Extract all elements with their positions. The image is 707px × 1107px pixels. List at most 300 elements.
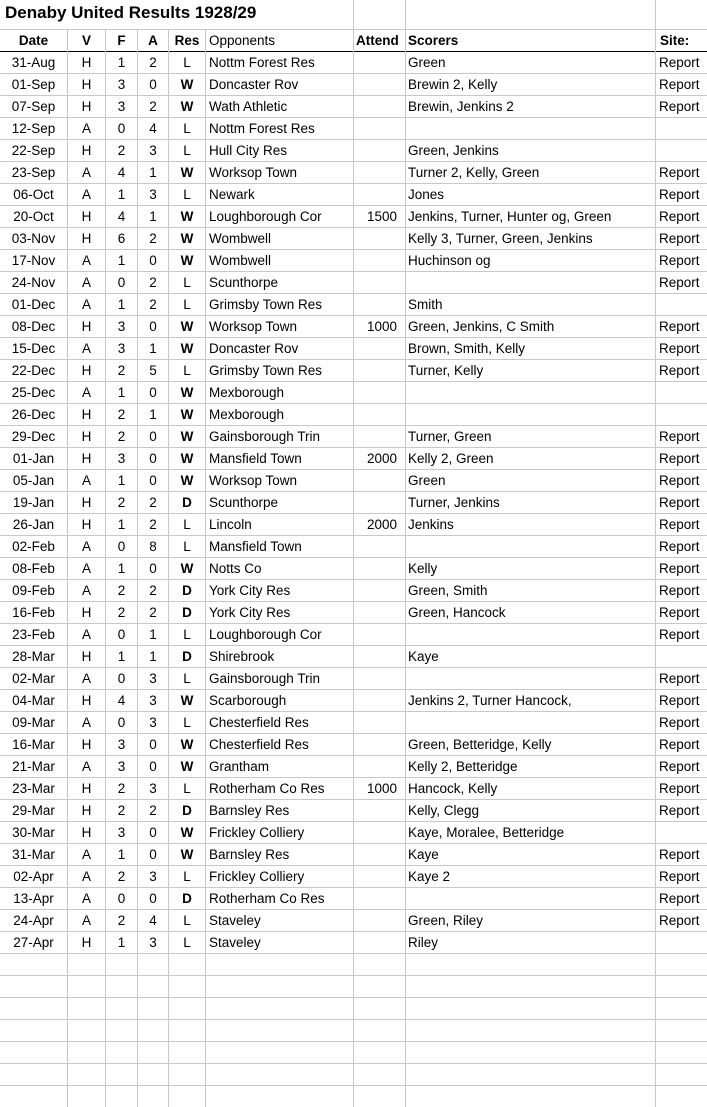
cell-for: 3 <box>117 451 126 466</box>
cell-site: Report <box>659 583 700 598</box>
cell-against: 1 <box>149 649 157 664</box>
cell-site: Report <box>659 561 700 576</box>
header-scorers: Scorers <box>408 33 459 48</box>
cell-venue: A <box>81 275 91 290</box>
cell-venue: A <box>81 165 91 180</box>
cell-against: 2 <box>149 297 157 312</box>
cell-date: 23-Feb <box>12 627 55 642</box>
cell-scorers <box>408 404 654 426</box>
cell-result: L <box>183 187 191 202</box>
cell-scorers: Huchinson og <box>408 253 491 268</box>
cell-site: Report <box>659 781 700 796</box>
cell-date: 21-Mar <box>12 759 55 774</box>
cell-against: 5 <box>149 363 157 378</box>
cell-site: Report <box>659 539 700 554</box>
cell-venue: H <box>81 825 92 840</box>
cell-date: 24-Apr <box>13 913 54 928</box>
cell-scorers: Kelly 2, Betteridge <box>408 759 518 774</box>
cell-scorers: Smith <box>408 297 443 312</box>
cell-date: 13-Apr <box>13 891 54 906</box>
cell-site: Report <box>659 671 700 686</box>
cell-opponent: Scarborough <box>209 693 287 708</box>
cell-result: W <box>180 319 194 334</box>
cell-attendance <box>355 734 397 756</box>
cell-venue: A <box>81 891 91 906</box>
cell-opponent: Gainsborough Trin <box>209 671 321 686</box>
cell-result: D <box>182 891 192 906</box>
cell-result: W <box>180 209 194 224</box>
cell-for: 2 <box>117 605 126 620</box>
cell-date: 09-Feb <box>12 583 55 598</box>
cell-date: 16-Mar <box>12 737 55 752</box>
cell-result: W <box>180 253 194 268</box>
cell-against: 3 <box>149 869 157 884</box>
cell-result: W <box>180 385 194 400</box>
cell-site: Report <box>659 605 700 620</box>
column-divider <box>105 29 106 1107</box>
cell-venue: A <box>81 913 91 928</box>
cell-attendance <box>355 96 397 118</box>
cell-scorers: Green, Smith <box>408 583 488 598</box>
cell-against: 0 <box>149 77 157 92</box>
cell-date: 20-Oct <box>13 209 54 224</box>
cell-result: L <box>183 363 191 378</box>
cell-venue: H <box>81 781 92 796</box>
cell-venue: H <box>81 429 92 444</box>
cell-against: 1 <box>149 341 157 356</box>
cell-against: 3 <box>149 715 157 730</box>
cell-result: L <box>183 913 191 928</box>
cell-attendance <box>355 184 397 206</box>
cell-against: 0 <box>149 825 157 840</box>
cell-attendance <box>355 602 397 624</box>
cell-date: 29-Mar <box>12 803 55 818</box>
cell-opponent: Scunthorpe <box>209 275 279 290</box>
cell-against: 3 <box>149 187 157 202</box>
cell-for: 4 <box>117 165 126 180</box>
cell-venue: A <box>81 187 91 202</box>
column-divider <box>405 29 406 1107</box>
cell-result: L <box>183 297 191 312</box>
cell-result: W <box>180 473 194 488</box>
cell-result: W <box>180 693 194 708</box>
cell-against: 1 <box>149 407 157 422</box>
cell-against: 0 <box>149 319 157 334</box>
cell-site <box>659 140 706 162</box>
cell-opponent: Chesterfield Res <box>209 715 309 730</box>
cell-date: 29-Dec <box>11 429 56 444</box>
cell-for: 1 <box>117 297 126 312</box>
cell-opponent: Worksop Town <box>209 473 298 488</box>
cell-opponent: Loughborough Cor <box>209 209 322 224</box>
cell-opponent: York City Res <box>209 583 291 598</box>
cell-opponent: Doncaster Rov <box>209 77 299 92</box>
cell-result: L <box>183 627 191 642</box>
cell-site: Report <box>659 451 700 466</box>
cell-venue: A <box>81 869 91 884</box>
cell-venue: H <box>81 77 92 92</box>
cell-result: D <box>182 605 192 620</box>
cell-attendance <box>355 404 397 426</box>
cell-attendance <box>355 360 397 382</box>
cell-for: 2 <box>117 143 126 158</box>
cell-attendance <box>355 712 397 734</box>
cell-attendance <box>355 162 397 184</box>
cell-site: Report <box>659 363 700 378</box>
cell-for: 1 <box>117 847 126 862</box>
cell-site: Report <box>659 275 700 290</box>
cell-date: 26-Jan <box>12 517 55 532</box>
cell-opponent: Lincoln <box>209 517 252 532</box>
cell-site: Report <box>659 495 700 510</box>
cell-date: 23-Mar <box>12 781 55 796</box>
cell-result: W <box>180 737 194 752</box>
cell-attendance <box>355 844 397 866</box>
cell-scorers: Turner, Jenkins <box>408 495 500 510</box>
cell-for: 2 <box>117 363 126 378</box>
cell-date: 31-Mar <box>12 847 55 862</box>
cell-scorers: Jenkins 2, Turner Hancock, <box>408 693 572 708</box>
cell-site: Report <box>659 517 700 532</box>
cell-attendance: 2000 <box>366 517 397 532</box>
cell-result: W <box>180 77 194 92</box>
cell-for: 1 <box>117 517 126 532</box>
cell-date: 25-Dec <box>11 385 56 400</box>
cell-venue: A <box>81 539 91 554</box>
cell-against: 2 <box>149 55 157 70</box>
cell-for: 4 <box>117 693 126 708</box>
cell-scorers <box>408 382 654 404</box>
cell-result: W <box>180 561 194 576</box>
cell-date: 08-Dec <box>11 319 56 334</box>
cell-scorers: Turner, Kelly <box>408 363 484 378</box>
cell-date: 16-Feb <box>12 605 55 620</box>
cell-for: 3 <box>117 341 126 356</box>
cell-date: 17-Nov <box>11 253 56 268</box>
cell-for: 2 <box>117 803 126 818</box>
cell-venue: H <box>81 55 92 70</box>
cell-date: 06-Oct <box>13 187 54 202</box>
cell-result: W <box>180 429 194 444</box>
column-divider <box>405 0 406 29</box>
cell-scorers: Jones <box>408 187 445 202</box>
cell-site: Report <box>659 803 700 818</box>
cell-result: L <box>183 935 191 950</box>
cell-against: 3 <box>149 143 157 158</box>
cell-attendance <box>355 888 397 910</box>
cell-scorers: Green <box>408 473 446 488</box>
cell-scorers: Kelly 2, Green <box>408 451 494 466</box>
column-divider <box>137 29 138 1107</box>
cell-for: 0 <box>117 121 126 136</box>
cell-against: 3 <box>149 671 157 686</box>
cell-scorers: Jenkins, Turner, Hunter og, Green <box>408 209 612 224</box>
cell-venue: A <box>81 671 91 686</box>
cell-venue: H <box>81 517 92 532</box>
cell-opponent: Rotherham Co Res <box>209 781 325 796</box>
cell-scorers: Green, Hancock <box>408 605 506 620</box>
cell-site: Report <box>659 759 700 774</box>
cell-site: Report <box>659 231 700 246</box>
cell-against: 0 <box>149 253 157 268</box>
cell-scorers: Jenkins <box>408 517 454 532</box>
header-opponents: Opponents <box>209 33 276 48</box>
cell-scorers <box>408 668 654 690</box>
cell-opponent: Worksop Town <box>209 165 298 180</box>
cell-attendance <box>355 294 397 316</box>
cell-attendance <box>355 690 397 712</box>
cell-scorers: Green, Riley <box>408 913 484 928</box>
header-date: Date <box>18 33 49 48</box>
cell-for: 3 <box>117 99 126 114</box>
cell-attendance <box>355 866 397 888</box>
cell-against: 0 <box>149 451 157 466</box>
cell-date: 24-Nov <box>11 275 56 290</box>
cell-date: 22-Sep <box>11 143 56 158</box>
cell-result: W <box>180 825 194 840</box>
cell-scorers: Riley <box>408 935 439 950</box>
cell-date: 01-Dec <box>11 297 56 312</box>
cell-against: 1 <box>149 627 157 642</box>
cell-venue: A <box>81 583 91 598</box>
cell-against: 0 <box>149 429 157 444</box>
cell-venue: H <box>81 737 92 752</box>
cell-result: W <box>180 451 194 466</box>
cell-opponent: Mansfield Town <box>209 539 302 554</box>
cell-venue: H <box>81 209 92 224</box>
cell-site <box>659 646 706 668</box>
cell-attendance <box>355 800 397 822</box>
cell-result: D <box>182 803 192 818</box>
cell-result: W <box>180 759 194 774</box>
cell-for: 1 <box>117 55 126 70</box>
cell-result: L <box>183 715 191 730</box>
cell-opponent: Scunthorpe <box>209 495 279 510</box>
cell-for: 1 <box>117 561 126 576</box>
cell-opponent: Nottm Forest Res <box>209 55 315 70</box>
cell-scorers: Green, Jenkins <box>408 143 499 158</box>
cell-opponent: Loughborough Cor <box>209 627 322 642</box>
cell-venue: A <box>81 297 91 312</box>
cell-scorers <box>408 272 654 294</box>
cell-opponent: Mexborough <box>209 407 285 422</box>
cell-for: 1 <box>117 649 126 664</box>
column-divider <box>168 29 169 1107</box>
cell-scorers: Turner, Green <box>408 429 492 444</box>
cell-result: W <box>180 847 194 862</box>
cell-opponent: Wath Athletic <box>209 99 288 114</box>
cell-result: L <box>183 275 191 290</box>
cell-site <box>659 932 706 954</box>
cell-for: 4 <box>117 209 126 224</box>
cell-date: 01-Jan <box>12 451 55 466</box>
cell-against: 0 <box>149 473 157 488</box>
cell-attendance <box>355 932 397 954</box>
cell-against: 2 <box>149 605 157 620</box>
cell-site: Report <box>659 319 700 334</box>
cell-site <box>659 822 706 844</box>
cell-date: 05-Jan <box>12 473 55 488</box>
cell-date: 03-Nov <box>11 231 56 246</box>
cell-attendance <box>355 536 397 558</box>
cell-opponent: Mexborough <box>209 385 285 400</box>
cell-date: 12-Sep <box>11 121 56 136</box>
header-attendance: Attend <box>356 33 399 48</box>
cell-for: 0 <box>117 539 126 554</box>
cell-site: Report <box>659 341 700 356</box>
cell-date: 08-Feb <box>12 561 55 576</box>
cell-site <box>659 294 706 316</box>
cell-opponent: Notts Co <box>209 561 262 576</box>
cell-date: 15-Dec <box>11 341 56 356</box>
cell-attendance: 1500 <box>366 209 397 224</box>
cell-date: 28-Mar <box>12 649 55 664</box>
cell-venue: A <box>81 715 91 730</box>
cell-scorers: Kaye 2 <box>408 869 451 884</box>
cell-against: 2 <box>149 583 157 598</box>
cell-venue: A <box>81 847 91 862</box>
cell-result: W <box>180 165 194 180</box>
cell-opponent: Grantham <box>209 759 270 774</box>
cell-result: W <box>180 407 194 422</box>
cell-scorers <box>408 118 654 140</box>
cell-venue: H <box>81 803 92 818</box>
cell-venue: A <box>81 759 91 774</box>
cell-site: Report <box>659 77 700 92</box>
header-venue: V <box>81 33 91 48</box>
cell-against: 8 <box>149 539 157 554</box>
cell-against: 4 <box>149 121 157 136</box>
cell-for: 2 <box>117 781 126 796</box>
cell-attendance <box>355 492 397 514</box>
cell-opponent: Doncaster Rov <box>209 341 299 356</box>
cell-date: 07-Sep <box>11 99 56 114</box>
cell-result: D <box>182 583 192 598</box>
cell-attendance <box>355 558 397 580</box>
cell-for: 3 <box>117 319 126 334</box>
cell-for: 2 <box>117 869 126 884</box>
cell-date: 22-Dec <box>11 363 56 378</box>
cell-site <box>659 404 706 426</box>
cell-result: D <box>182 495 192 510</box>
cell-for: 1 <box>117 385 126 400</box>
cell-attendance <box>355 756 397 778</box>
cell-against: 3 <box>149 781 157 796</box>
cell-site: Report <box>659 737 700 752</box>
column-divider <box>353 29 354 1107</box>
cell-attendance <box>355 668 397 690</box>
cell-scorers: Green <box>408 55 446 70</box>
cell-venue: A <box>81 473 91 488</box>
cell-site: Report <box>659 627 700 642</box>
cell-attendance <box>355 140 397 162</box>
cell-result: L <box>183 55 191 70</box>
cell-result: W <box>180 341 194 356</box>
cell-for: 3 <box>117 759 126 774</box>
cell-site: Report <box>659 847 700 862</box>
cell-venue: H <box>81 649 92 664</box>
cell-scorers: Hancock, Kelly <box>408 781 498 796</box>
cell-opponent: Grimsby Town Res <box>209 363 323 378</box>
column-divider <box>205 29 206 1107</box>
cell-against: 1 <box>149 209 157 224</box>
cell-attendance: 1000 <box>366 781 397 796</box>
cell-venue: H <box>81 605 92 620</box>
cell-date: 30-Mar <box>12 825 55 840</box>
cell-for: 0 <box>117 627 126 642</box>
cell-for: 0 <box>117 275 126 290</box>
cell-venue: A <box>81 561 91 576</box>
cell-for: 1 <box>117 935 126 950</box>
cell-venue: H <box>81 363 92 378</box>
cell-against: 0 <box>149 847 157 862</box>
cell-attendance <box>355 426 397 448</box>
cell-result: L <box>183 781 191 796</box>
cell-opponent: Hull City Res <box>209 143 288 158</box>
cell-scorers: Turner 2, Kelly, Green <box>408 165 540 180</box>
cell-scorers: Green, Jenkins, C Smith <box>408 319 555 334</box>
cell-site: Report <box>659 693 700 708</box>
cell-venue: A <box>81 253 91 268</box>
cell-for: 2 <box>117 429 126 444</box>
sheet-title: Denaby United Results 1928/29 <box>5 3 257 22</box>
cell-attendance <box>355 580 397 602</box>
cell-for: 0 <box>117 891 126 906</box>
cell-opponent: Grimsby Town Res <box>209 297 323 312</box>
column-divider <box>655 29 656 1107</box>
cell-attendance: 2000 <box>366 451 397 466</box>
cell-opponent: Nottm Forest Res <box>209 121 315 136</box>
cell-against: 3 <box>149 693 157 708</box>
cell-scorers <box>408 888 654 910</box>
cell-for: 0 <box>117 671 126 686</box>
cell-site <box>659 382 706 404</box>
cell-site: Report <box>659 209 700 224</box>
cell-attendance <box>355 52 397 74</box>
cell-date: 02-Apr <box>13 869 54 884</box>
cell-result: L <box>183 517 191 532</box>
cell-attendance <box>355 646 397 668</box>
cell-attendance <box>355 822 397 844</box>
cell-scorers: Brewin 2, Kelly <box>408 77 498 92</box>
cell-attendance <box>355 118 397 140</box>
cell-scorers: Kelly, Clegg <box>408 803 480 818</box>
cell-against: 2 <box>149 803 157 818</box>
cell-attendance <box>355 272 397 294</box>
cell-attendance <box>355 250 397 272</box>
cell-venue: A <box>81 121 91 136</box>
cell-for: 2 <box>117 407 126 422</box>
cell-site: Report <box>659 99 700 114</box>
cell-venue: A <box>81 341 91 356</box>
cell-date: 26-Dec <box>11 407 56 422</box>
cell-against: 0 <box>149 385 157 400</box>
cell-result: L <box>183 539 191 554</box>
cell-opponent: York City Res <box>209 605 291 620</box>
cell-venue: H <box>81 935 92 950</box>
cell-scorers: Kaye <box>408 649 439 664</box>
cell-for: 6 <box>117 231 126 246</box>
cell-venue: A <box>81 385 91 400</box>
cell-site: Report <box>659 715 700 730</box>
cell-opponent: Rotherham Co Res <box>209 891 325 906</box>
cell-result: W <box>180 99 194 114</box>
cell-attendance <box>355 624 397 646</box>
column-divider <box>67 29 68 1107</box>
cell-for: 2 <box>117 495 126 510</box>
cell-venue: A <box>81 627 91 642</box>
cell-for: 3 <box>117 77 126 92</box>
